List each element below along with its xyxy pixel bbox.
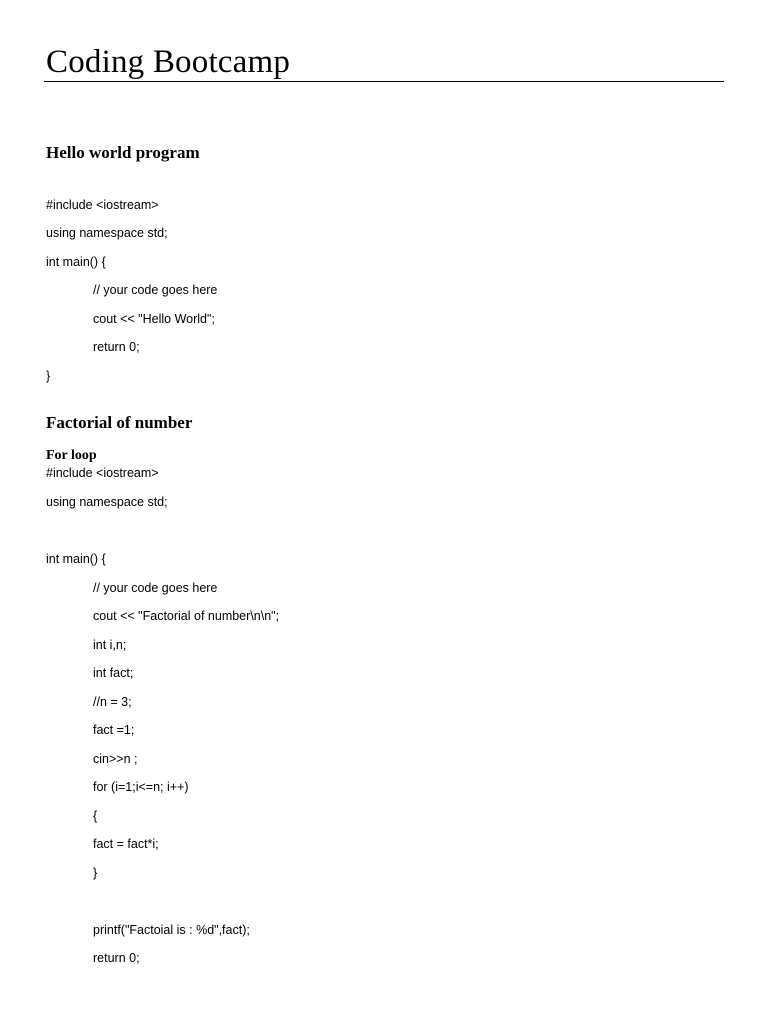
code-line: //n = 3;: [93, 695, 132, 709]
code-line: cin>>n ;: [93, 752, 138, 766]
section-heading-hello-world: Hello world program: [46, 143, 200, 162]
code-line: cout << "Factorial of number\n\n";: [93, 609, 280, 623]
code-line: return 0;: [93, 340, 140, 354]
code-line: using namespace std;: [46, 226, 168, 240]
code-line: int main() {: [46, 552, 106, 566]
code-line: cout << "Hello World";: [93, 312, 215, 326]
section-heading-factorial: Factorial of number: [46, 413, 193, 432]
code-line: int main() {: [46, 255, 106, 269]
code-line: fact = fact*i;: [93, 837, 159, 851]
code-line: {: [93, 809, 98, 823]
subheading-for-loop: For loop: [46, 448, 97, 463]
code-line: // your code goes here: [93, 581, 218, 595]
code-line: printf("Factoial is : %d",fact);: [93, 923, 250, 937]
code-line: int fact;: [93, 666, 134, 680]
code-line: }: [46, 369, 51, 383]
code-line: #include <iostream>: [46, 466, 159, 480]
title-underline: [44, 81, 724, 82]
code-line: #include <iostream>: [46, 198, 159, 212]
code-line: using namespace std;: [46, 495, 168, 509]
code-line: return 0;: [93, 951, 140, 965]
code-line: }: [93, 866, 98, 880]
code-line: for (i=1;i<=n; i++): [93, 780, 189, 794]
code-line: // your code goes here: [93, 283, 218, 297]
document-title: Coding Bootcamp: [46, 44, 291, 80]
code-line: int i,n;: [93, 638, 127, 652]
code-line: fact =1;: [93, 723, 135, 737]
